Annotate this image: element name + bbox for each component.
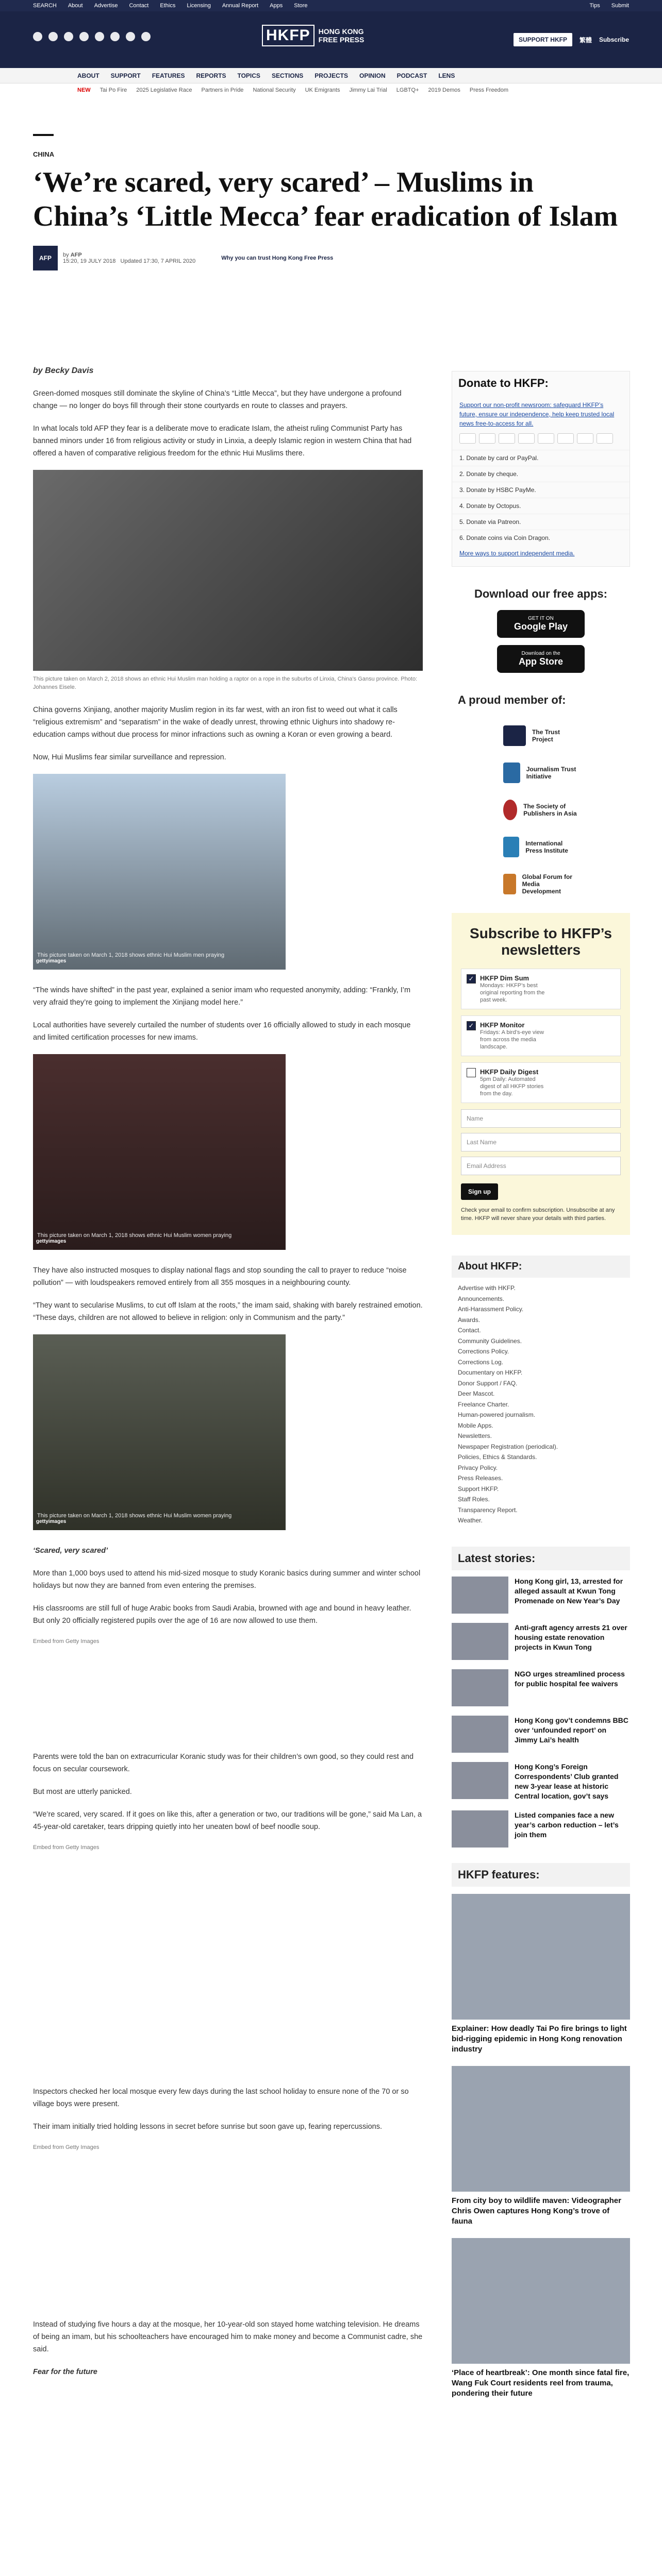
getty-embed-photo[interactable]: This picture taken on March 1, 2018 shows ethnic Hui Muslim women praying gettyimages — [33, 1334, 286, 1530]
getty-embed-link[interactable]: Embed from Getty Images — [33, 2144, 100, 2150]
story-headline[interactable]: NGO urges streamlined process for public hospital fee waivers — [515, 1669, 625, 1688]
latest-story-item[interactable] — [452, 1762, 630, 1801]
language-switch[interactable]: 繁體 — [579, 36, 592, 44]
paragraph: His classrooms are still full of huge Arabic books from Saudi Arabia, browned with age and bound in heavy leather. But only 20 officially registered pupils over the age of 16 are now allowed to use them. — [33, 1604, 411, 1625]
telegram-icon[interactable] — [126, 32, 135, 41]
email-icon[interactable] — [141, 32, 151, 41]
logo-mark: HKFP — [262, 25, 315, 46]
donate-title: Donate to HKFP: — [458, 377, 549, 389]
feature-item[interactable] — [452, 1894, 630, 2055]
trending-link[interactable]: Jimmy Lai Trial — [349, 87, 387, 93]
about-link[interactable]: Community Guidelines. — [458, 1337, 522, 1345]
nav-opinion[interactable]: OPINION — [359, 72, 386, 79]
newsletter-option[interactable]: ✓ HKFP Dim Sum Mondays: HKFP’s best original reporting from the past week. — [461, 969, 621, 1009]
donate-option[interactable]: 6. Donate coins via Coin Dragon. — [452, 530, 630, 546]
section-subheading: Fear for the future — [33, 2368, 97, 2376]
story-thumbnail[interactable] — [452, 1810, 508, 1848]
story-headline[interactable]: Hong Kong’s Foreign Correspondents’ Club granted new 3-year lease at historic Central location, gov’t says — [515, 1762, 619, 1800]
topbar-link-store[interactable]: Store — [294, 3, 308, 9]
trending-link[interactable]: UK Emigrants — [305, 87, 340, 93]
trending-link[interactable]: 2025 Legislative Race — [136, 87, 192, 93]
paragraph: Green-domed mosques still dominate the skyline of China’s “Little Mecca”, but they have undergone a profound change — no longer do boys fill through their stone courtyards en route to classes and prayers. — [33, 389, 402, 410]
paragraph: “They want to secularise Muslims, to cut off Islam at the roots,” the imam said, shaking with barely restrained emotion. “These days, children are not allowed to believe in religion: only in Communism and the party.” — [33, 1301, 423, 1322]
nav-sections[interactable]: SECTIONS — [271, 72, 304, 79]
trending-link[interactable]: 2019 Demos — [428, 87, 460, 93]
newsletter-box — [452, 913, 630, 1235]
gfmd-icon — [503, 874, 516, 894]
author-line: by Becky Davis — [33, 366, 94, 375]
story-thumbnail[interactable] — [452, 1762, 508, 1799]
story-headline[interactable]: Anti-graft agency arrests 21 over housing estate renovation projects in Kwun Tong — [515, 1623, 627, 1651]
about-link[interactable]: Freelance Charter. — [458, 1400, 509, 1408]
payme-icon — [538, 433, 554, 444]
story-headline[interactable]: Hong Kong girl, 13, arrested for alleged assault at Kwun Tong Promenade on New Year’s Day — [515, 1577, 623, 1605]
search-link[interactable]: SEARCH — [33, 3, 57, 9]
topbar-link-apps[interactable]: Apps — [270, 3, 283, 9]
donate-box — [452, 371, 630, 567]
getty-logo: gettyimages — [36, 1519, 67, 1524]
member-jti[interactable]: Journalism Trust Initiative — [452, 754, 630, 791]
checkbox-checked[interactable]: ✓ — [467, 1021, 476, 1030]
topbar-link-about[interactable]: About — [68, 3, 83, 9]
trust-project-icon — [503, 725, 526, 746]
checkbox-unchecked[interactable] — [467, 1068, 476, 1077]
name-input[interactable]: Name — [461, 1109, 621, 1128]
about-link[interactable]: Staff Roles. — [458, 1496, 490, 1503]
features-section — [452, 1863, 630, 2399]
story-headline[interactable]: Listed companies face a new year’s carbon reduction – let’s join them — [515, 1810, 619, 1839]
main-nav — [0, 68, 662, 83]
about-link[interactable]: Anti-Harassment Policy. — [458, 1306, 524, 1313]
getty-logo: gettyimages — [36, 958, 67, 964]
payment-icons — [452, 433, 630, 450]
latest-story-item[interactable] — [452, 1577, 630, 1614]
paragraph: “The winds have shifted” in the past year, explained a senior imam who requested anonymity, adding: “Frankly, I’m very afraid they’re going to implement the Xinjiang model here.” — [33, 986, 411, 1007]
latest-title: Latest stories: — [452, 1547, 630, 1570]
trending-new-badge: NEW — [77, 87, 91, 93]
member-ipi[interactable]: International Press Institute — [452, 828, 630, 866]
newsletter-title: Subscribe to HKFP’s newsletters — [470, 925, 612, 958]
latest-story-item[interactable] — [452, 1716, 630, 1753]
paragraph: Inspectors checked her local mosque every few days during the last school holiday to ensure none of the 70 or so village boys were present. — [33, 2088, 409, 2108]
latest-story-item[interactable] — [452, 1623, 630, 1660]
newsletter-fineprint: Check your email to confirm subscription. Unsubscribe at any time. HKFP will never share your details with third parties. — [461, 1207, 615, 1222]
article-header — [33, 134, 631, 270]
mastercard-icon — [459, 433, 476, 444]
about-link[interactable]: Transparency Report. — [458, 1506, 518, 1514]
byline: AFP by AFP 15:20, 19 JULY 2018 Updated 17:30, 7 APRIL 2020 Why you can trust Hong Kong Free Press — [33, 246, 631, 270]
story-thumbnail[interactable] — [452, 1623, 508, 1660]
about-link[interactable]: Contact. — [458, 1327, 481, 1334]
topbar-link-annual-report[interactable]: Annual Report — [222, 3, 259, 9]
google-play-button[interactable]: GET IT ON Google Play — [497, 610, 585, 638]
about-link[interactable]: Press Releases. — [458, 1475, 503, 1482]
donate-option[interactable]: 1. Donate by card or PayPal. — [452, 450, 630, 466]
agency-name[interactable]: AFP — [70, 252, 82, 258]
topbar-link-licensing[interactable]: Licensing — [187, 3, 211, 9]
subscribe-link[interactable]: Subscribe — [599, 36, 629, 43]
topbar-link-ethics[interactable]: Ethics — [160, 3, 176, 9]
trust-link[interactable]: Why you can trust Hong Kong Free Press — [221, 255, 334, 261]
about-title: About HKFP: — [452, 1256, 630, 1278]
features-title: HKFP features: — [452, 1863, 630, 1887]
x-icon[interactable] — [48, 32, 58, 41]
member-title: A proud member of: — [458, 693, 566, 706]
nav-topics[interactable]: TOPICS — [237, 72, 260, 79]
top-utility-bar — [0, 0, 662, 11]
donate-option[interactable]: 3. Donate by HSBC PayMe. — [452, 482, 630, 498]
member-trust-project[interactable]: The Trust Project — [452, 717, 630, 754]
getty-embed-photo[interactable]: This picture taken on March 1, 2018 shows ethnic Hui Muslim women praying gettyimages — [33, 1054, 286, 1250]
newsletter-option[interactable]: HKFP Daily Digest 5pm Daily: Automated digest of all HKFP stories from the day. — [461, 1062, 621, 1103]
story-thumbnail[interactable] — [452, 1577, 508, 1614]
nav-lens[interactable]: LENS — [438, 72, 455, 79]
social-icons — [33, 32, 151, 41]
about-link[interactable]: Documentary on HKFP. — [458, 1369, 523, 1376]
paragraph: China governs Xinjiang, another majority Muslim region in its far west, with an iron fist to weed out what it calls “religious extremism” and “separatism” in the wake of deadly unrest, throwing ethnic Uighurs into shadowy re-education camps without due process for minor infractions such as owning a Koran or even growing a beard. — [33, 706, 398, 739]
nav-about[interactable]: ABOUT — [77, 72, 100, 79]
app-store-button[interactable]: Download on the App Store — [497, 645, 585, 673]
sidebar — [452, 371, 630, 2410]
about-link[interactable]: Newspaper Registration (periodical). — [458, 1443, 558, 1450]
more-ways-link[interactable]: More ways to support independent media. — [459, 550, 575, 557]
about-link[interactable]: Privacy Policy. — [458, 1464, 498, 1471]
feature-headline[interactable]: ‘Place of heartbreak’: One month since fatal fire, Wang Fuk Court residents reel from trauma, pondering their future — [452, 2368, 630, 2398]
threads-icon[interactable] — [95, 32, 104, 41]
apps-title: Download our free apps: — [474, 587, 607, 600]
trending-link[interactable]: National Security — [253, 87, 296, 93]
ipi-icon — [503, 837, 519, 857]
sopa-icon — [503, 800, 517, 820]
nav-podcast[interactable]: PODCAST — [396, 72, 427, 79]
divider — [33, 134, 54, 136]
instagram-icon[interactable] — [64, 32, 73, 41]
topbar-link-advertise[interactable]: Advertise — [94, 3, 118, 9]
article-photo — [33, 470, 423, 671]
feature-item[interactable] — [452, 2238, 630, 2399]
paragraph: Instead of studying five hours a day at the mosque, her 10-year-old son stayed home watching television. He dreams of being an imam, but his schoolteachers have encouraged him to make money and become a Communist cadre, she said. — [33, 2320, 423, 2353]
topbar-submit[interactable]: Submit — [611, 3, 629, 9]
updated-date: Updated 17:30, 7 APRIL 2020 — [120, 258, 196, 264]
getty-logo: gettyimages — [36, 1239, 67, 1244]
member-sopa[interactable]: The Society of Publishers in Asia — [452, 791, 630, 828]
donate-option[interactable]: 5. Donate via Patreon. — [452, 514, 630, 530]
about-section — [452, 1256, 630, 1526]
bluesky-icon[interactable] — [110, 32, 120, 41]
paragraph: Their imam initially tried holding lessons in secret before sunrise but soon gave up, fearing repercussions. — [33, 2123, 383, 2131]
fps-icon — [597, 433, 613, 444]
about-link[interactable]: Advertise with HKFP. — [458, 1284, 516, 1292]
site-header — [0, 11, 662, 68]
about-link[interactable]: Weather. — [458, 1517, 483, 1524]
story-thumbnail[interactable] — [452, 1669, 508, 1706]
feature-headline[interactable]: From city boy to wildlife maven: Videographer Chris Owen captures Hong Kong’s trove of fauna — [452, 2196, 621, 2226]
trending-link[interactable]: Press Freedom — [469, 87, 509, 93]
feature-image[interactable] — [452, 2238, 630, 2364]
paragraph: More than 1,000 boys used to attend his mid-sized mosque to study Koranic basics during summer and winter school holidays but now they are banned from even entering the premises. — [33, 1569, 421, 1590]
latest-stories — [452, 1547, 630, 1848]
paragraph: But most are utterly panicked. — [33, 1788, 132, 1796]
trending-link[interactable]: Tai Po Fire — [100, 87, 127, 93]
site-logo[interactable] — [262, 25, 364, 46]
topbar-tips[interactable]: Tips — [589, 3, 600, 9]
getty-embed-link[interactable]: Embed from Getty Images — [33, 1844, 100, 1851]
story-thumbnail[interactable] — [452, 1716, 508, 1753]
donate-option[interactable]: 2. Donate by cheque. — [452, 466, 630, 482]
nav-features[interactable]: FEATURES — [152, 72, 185, 79]
facebook-icon[interactable] — [33, 32, 42, 41]
support-hkfp-button[interactable]: SUPPORT HKFP — [514, 33, 572, 46]
publish-date: 15:20, 19 JULY 2018 — [63, 258, 116, 264]
feature-item[interactable] — [452, 2066, 630, 2227]
patreon-icon — [577, 433, 593, 444]
octopus-icon — [557, 433, 574, 444]
article-headline: ‘We’re scared, very scared’ – Muslims in China’s ‘Little Mecca’ fear eradication of Islam — [33, 166, 618, 232]
category-label[interactable]: CHINA — [33, 150, 55, 158]
latest-story-item[interactable] — [452, 1810, 630, 1848]
paragraph: Parents were told the ban on extracurricular Koranic study was for their children’s own good, so they could rest and focus on secular coursework. — [33, 1753, 414, 1773]
newsletter-option[interactable]: ✓ HKFP Monitor Fridays: A bird’s-eye view from across the media landscape. — [461, 1015, 621, 1056]
logo-text: HONG KONG FREE PRESS — [318, 27, 365, 44]
signup-button[interactable]: Sign up — [461, 1183, 498, 1200]
nav-support[interactable]: SUPPORT — [110, 72, 141, 79]
article-body — [33, 366, 423, 2388]
about-link[interactable]: Corrections Policy. — [458, 1348, 509, 1355]
about-link[interactable]: Awards. — [458, 1316, 481, 1324]
paragraph: In what locals told AFP they fear is a deliberate move to eradicate Islam, the atheist ruling Communist Party has banned minors under 16 from religious activity or study in Linxia, a deeply Islamic region in western China that had offered a haven of comparative religious freedom for the ethnic Hui Muslims there. — [33, 425, 412, 457]
about-link[interactable]: Support HKFP. — [458, 1485, 499, 1493]
paragraph: “We’re scared, very scared. If it goes on like this, after a generation or two, our traditions will be gone,” said Ma Lan, a 45-year-old caretaker, tears dripping quietly into her uneaten bowl of beef noodle soup. — [33, 1810, 422, 1831]
about-link[interactable]: Newsletters. — [458, 1432, 492, 1439]
about-link[interactable]: Deer Mascot. — [458, 1390, 495, 1397]
donate-lead[interactable]: Support our non-profit newsroom: safeguard HKFP’s future, ensure our independence, help keep trusted local news free-to-access for all. — [459, 401, 615, 427]
donate-option[interactable]: 4. Donate by Octopus. — [452, 498, 630, 514]
feature-headline[interactable]: Explainer: How deadly Tai Po fire brings to light bid-rigging epidemic in Hong Kong renovation industry — [452, 2024, 627, 2054]
checkbox-checked[interactable]: ✓ — [467, 974, 476, 984]
youtube-icon[interactable] — [79, 32, 89, 41]
story-headline[interactable]: Hong Kong gov’t condemns BBC over ‘unfounded report’ on Jimmy Lai’s health — [515, 1716, 628, 1744]
paragraph: They have also instructed mosques to display national flags and stop sounding the call to prayer to reduce “noise pollution” — with loudspeakers removed entirely from all 355 mosques in a neighbouring county. — [33, 1266, 407, 1287]
member-gfmd[interactable]: Global Forum for Media Development — [452, 866, 630, 903]
paypal-icon — [518, 433, 535, 444]
about-link[interactable]: Donor Support / FAQ. — [458, 1379, 518, 1387]
photo-caption: This picture taken on March 2, 2018 shows an ethnic Hui Muslim man holding a raptor on a rope in the suburbs of Linxia, China’s Gansu province. Photo: Johannes Eisele. — [33, 676, 418, 690]
trending-bar — [0, 83, 662, 97]
memberships — [452, 693, 630, 903]
nav-projects[interactable]: PROJECTS — [315, 72, 348, 79]
jti-icon — [503, 762, 520, 783]
feature-image[interactable] — [452, 2066, 630, 2192]
apps-section — [452, 587, 630, 673]
nav-reports[interactable]: REPORTS — [196, 72, 226, 79]
section-subheading: ‘Scared, very scared’ — [33, 1547, 108, 1555]
getty-embed-link[interactable]: Embed from Getty Images — [33, 1638, 100, 1645]
about-link[interactable]: Announcements. — [458, 1295, 505, 1302]
trending-link[interactable]: LGBTQ+ — [396, 87, 419, 93]
last-name-input[interactable]: Last Name — [461, 1133, 621, 1151]
trending-link[interactable]: Partners in Pride — [201, 87, 244, 93]
visa-icon — [479, 433, 495, 444]
about-link[interactable]: Mobile Apps. — [458, 1421, 493, 1429]
about-link[interactable]: Human-powered journalism. — [458, 1411, 536, 1418]
latest-story-item[interactable] — [452, 1669, 630, 1706]
amex-icon — [499, 433, 515, 444]
about-link[interactable]: Policies, Ethics & Standards. — [458, 1453, 537, 1461]
about-link[interactable]: Corrections Log. — [458, 1358, 504, 1366]
topbar-link-contact[interactable]: Contact — [129, 3, 149, 9]
feature-image[interactable] — [452, 1894, 630, 2020]
paragraph: Now, Hui Muslims fear similar surveillance and repression. — [33, 753, 226, 761]
getty-embed-photo[interactable]: This picture taken on March 1, 2018 shows ethnic Hui Muslim men praying gettyimages — [33, 774, 286, 970]
paragraph: Local authorities have severely curtailed the number of students over 16 officially allowed to study in each mosque and limited certification processes for new imams. — [33, 1021, 411, 1042]
email-input[interactable]: Email Address — [461, 1157, 621, 1175]
agency-avatar: AFP — [33, 246, 58, 270]
